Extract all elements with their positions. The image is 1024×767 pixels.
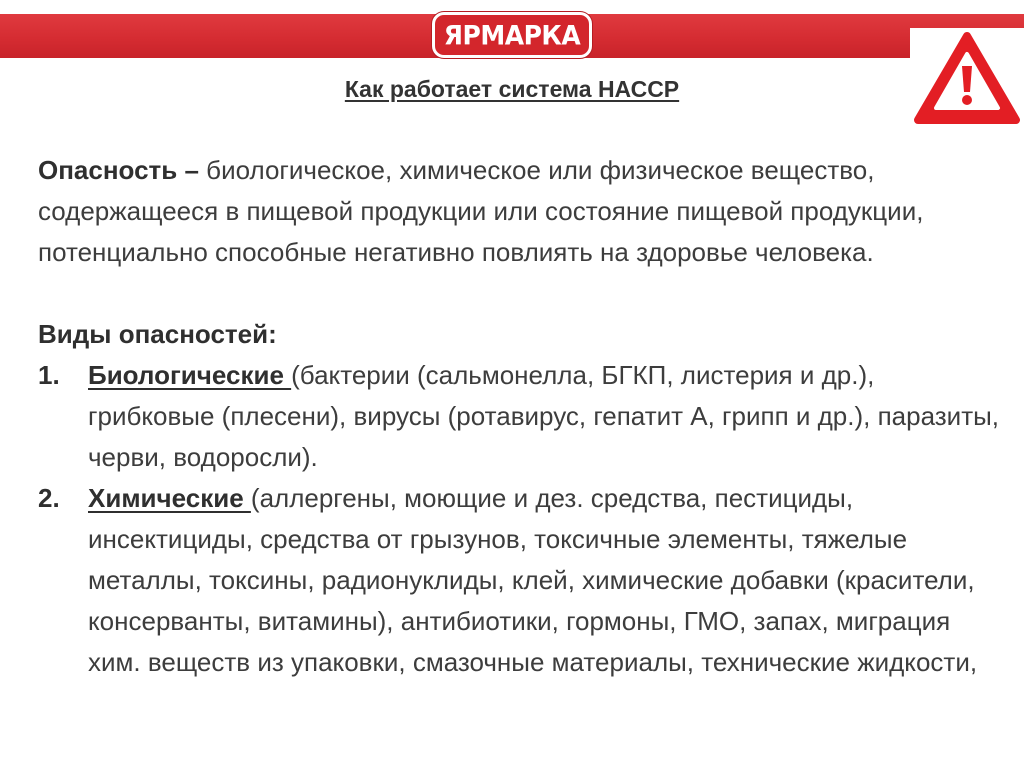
spacer [38,273,1008,314]
list-number: 2. [38,483,60,513]
list-item-biological [38,355,1008,478]
list-item-text [88,478,1008,683]
hazard-type-name: Биологические [88,360,292,390]
list-number: 1. [38,360,60,390]
logo-text: ЯРМАРКА [443,19,581,51]
slide-body [38,150,1008,683]
hazard-description: (бактерии (сальмонелла, БГКП, листерия и др.), грибковые (плесени), вирусы (ротавирус, гепатит А, грипп и др.), паразиты, черви, водоросли). [88,360,1000,472]
brand-logo [432,12,592,58]
list-item-chemical [38,478,1008,683]
definition-paragraph [38,150,1008,273]
definition-text: биологическое, химическое или физическое вещество, содержащееся в пищевой продукции или состояние пищевой продукции, потенциально способные негативно повлиять на здоровье человека. [38,155,924,267]
slide-title-text: Как работает система НАССР [344,76,680,102]
hazard-description: (аллергены, моющие и дез. средства, пестициды, инсектициды, средства от грызунов, токсичные элементы, тяжелые металлы, токсины, радионуклиды, клей, химические добавки (красители, консерванты, витамины), антибиотики, гормоны, ГМО, запах, миграция хим. веществ из упаковки, смазочные материалы, технические жидкости, [88,483,978,677]
definition-term: Опасность – [38,155,199,185]
list-item-text [88,355,1008,478]
hazard-type-name: Химические [88,483,251,513]
types-heading: Виды опасностей: [38,319,277,349]
slide-title [0,76,1024,103]
